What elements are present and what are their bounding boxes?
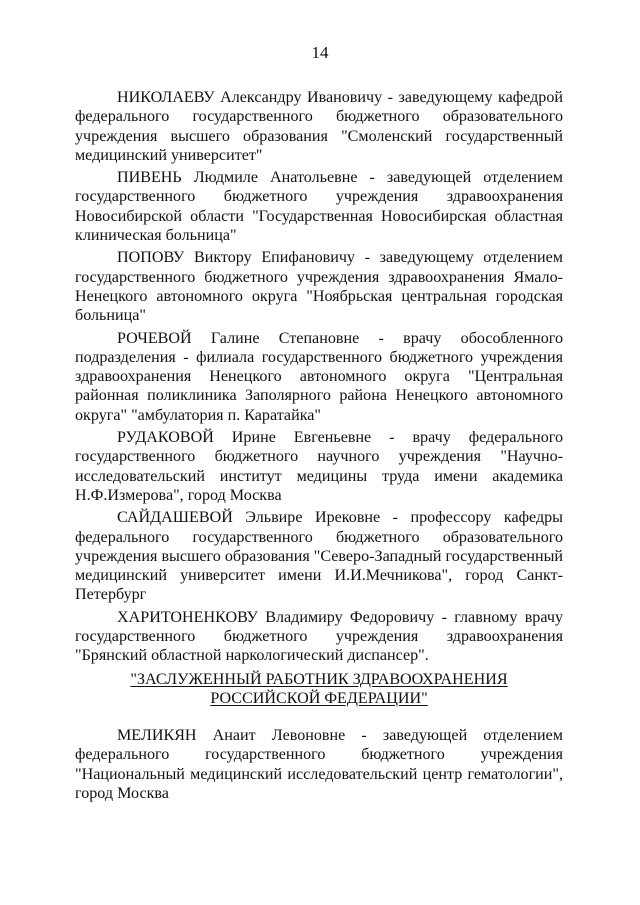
section-heading-line2: РОССИЙСКОЙ ФЕДЕРАЦИИ" [210,690,428,708]
award-entry-rocheva: РОЧЕВОЙ Галине Степановне - врачу обособленного подразделения - филиала государственного бюджетного учреждения здравоохранения Ненецкого автономного округа "Центральная районная поликлиника Заполярного района Ненецкого автономного округа" "амбулатория п. Каратайка" [75,329,563,424]
section-award-list [75,726,563,806]
award-entry-piven: ПИВЕНЬ Людмиле Анатольевне - заведующей отделением государственного бюджетного учреждения здравоохранения Новосибирской области "Государственная Новосибирская областная клиническая больница" [75,169,563,245]
page-number: 14 [311,43,329,62]
award-entry-rudakova: РУДАКОВОЙ Ирине Евгеньевне - врачу федерального государственного бюджетного научного учреждения "Научно-исследовательский институт медицины труда имени академика Н.Ф.Измерова", город Москва [75,429,563,504]
award-entry-melikyan: МЕЛИКЯН Анаит Левоновне - заведующей отделением федерального государственного бюджетного учреждения "Национальный медицинский исследовательский центр гематологии", город Москва [75,727,563,802]
award-entry-saidasheva: САЙДАШЕВОЙ Эльвире Ирековне - профессору кафедры федерального государственного бюджетного образовательного учреждения высшего образования "Северо-Западный государственный медицинский университет имени И.И.Мечникова", город Санкт-Петербург [75,509,563,604]
award-entry-popov: ПОПОВУ Виктору Епифановичу - заведующему отделением государственного бюджетного учреждения здравоохранения Ямало-Ненецкого автономного округа "Ноябрьская центральная городская больница" [75,249,563,325]
award-list [75,88,563,669]
award-entry-kharitonenkov: ХАРИТОНЕНКОВУ Владимиру Федоровичу - главному врачу государственного бюджетного учреждения здравоохранения "Брянский областной наркологический диспансер". [75,608,563,665]
award-entry-nikolaev: НИКОЛАЕВУ Александру Ивановичу - заведующему кафедрой федерального государственного бюджетного образовательного учреждения высшего образования "Смоленский государственный медицинский университет" [75,89,563,164]
section-heading [75,670,563,709]
section-heading-line1: "ЗАСЛУЖЕННЫЙ РАБОТНИК ЗДРАВООХРАНЕНИЯ [130,671,508,688]
